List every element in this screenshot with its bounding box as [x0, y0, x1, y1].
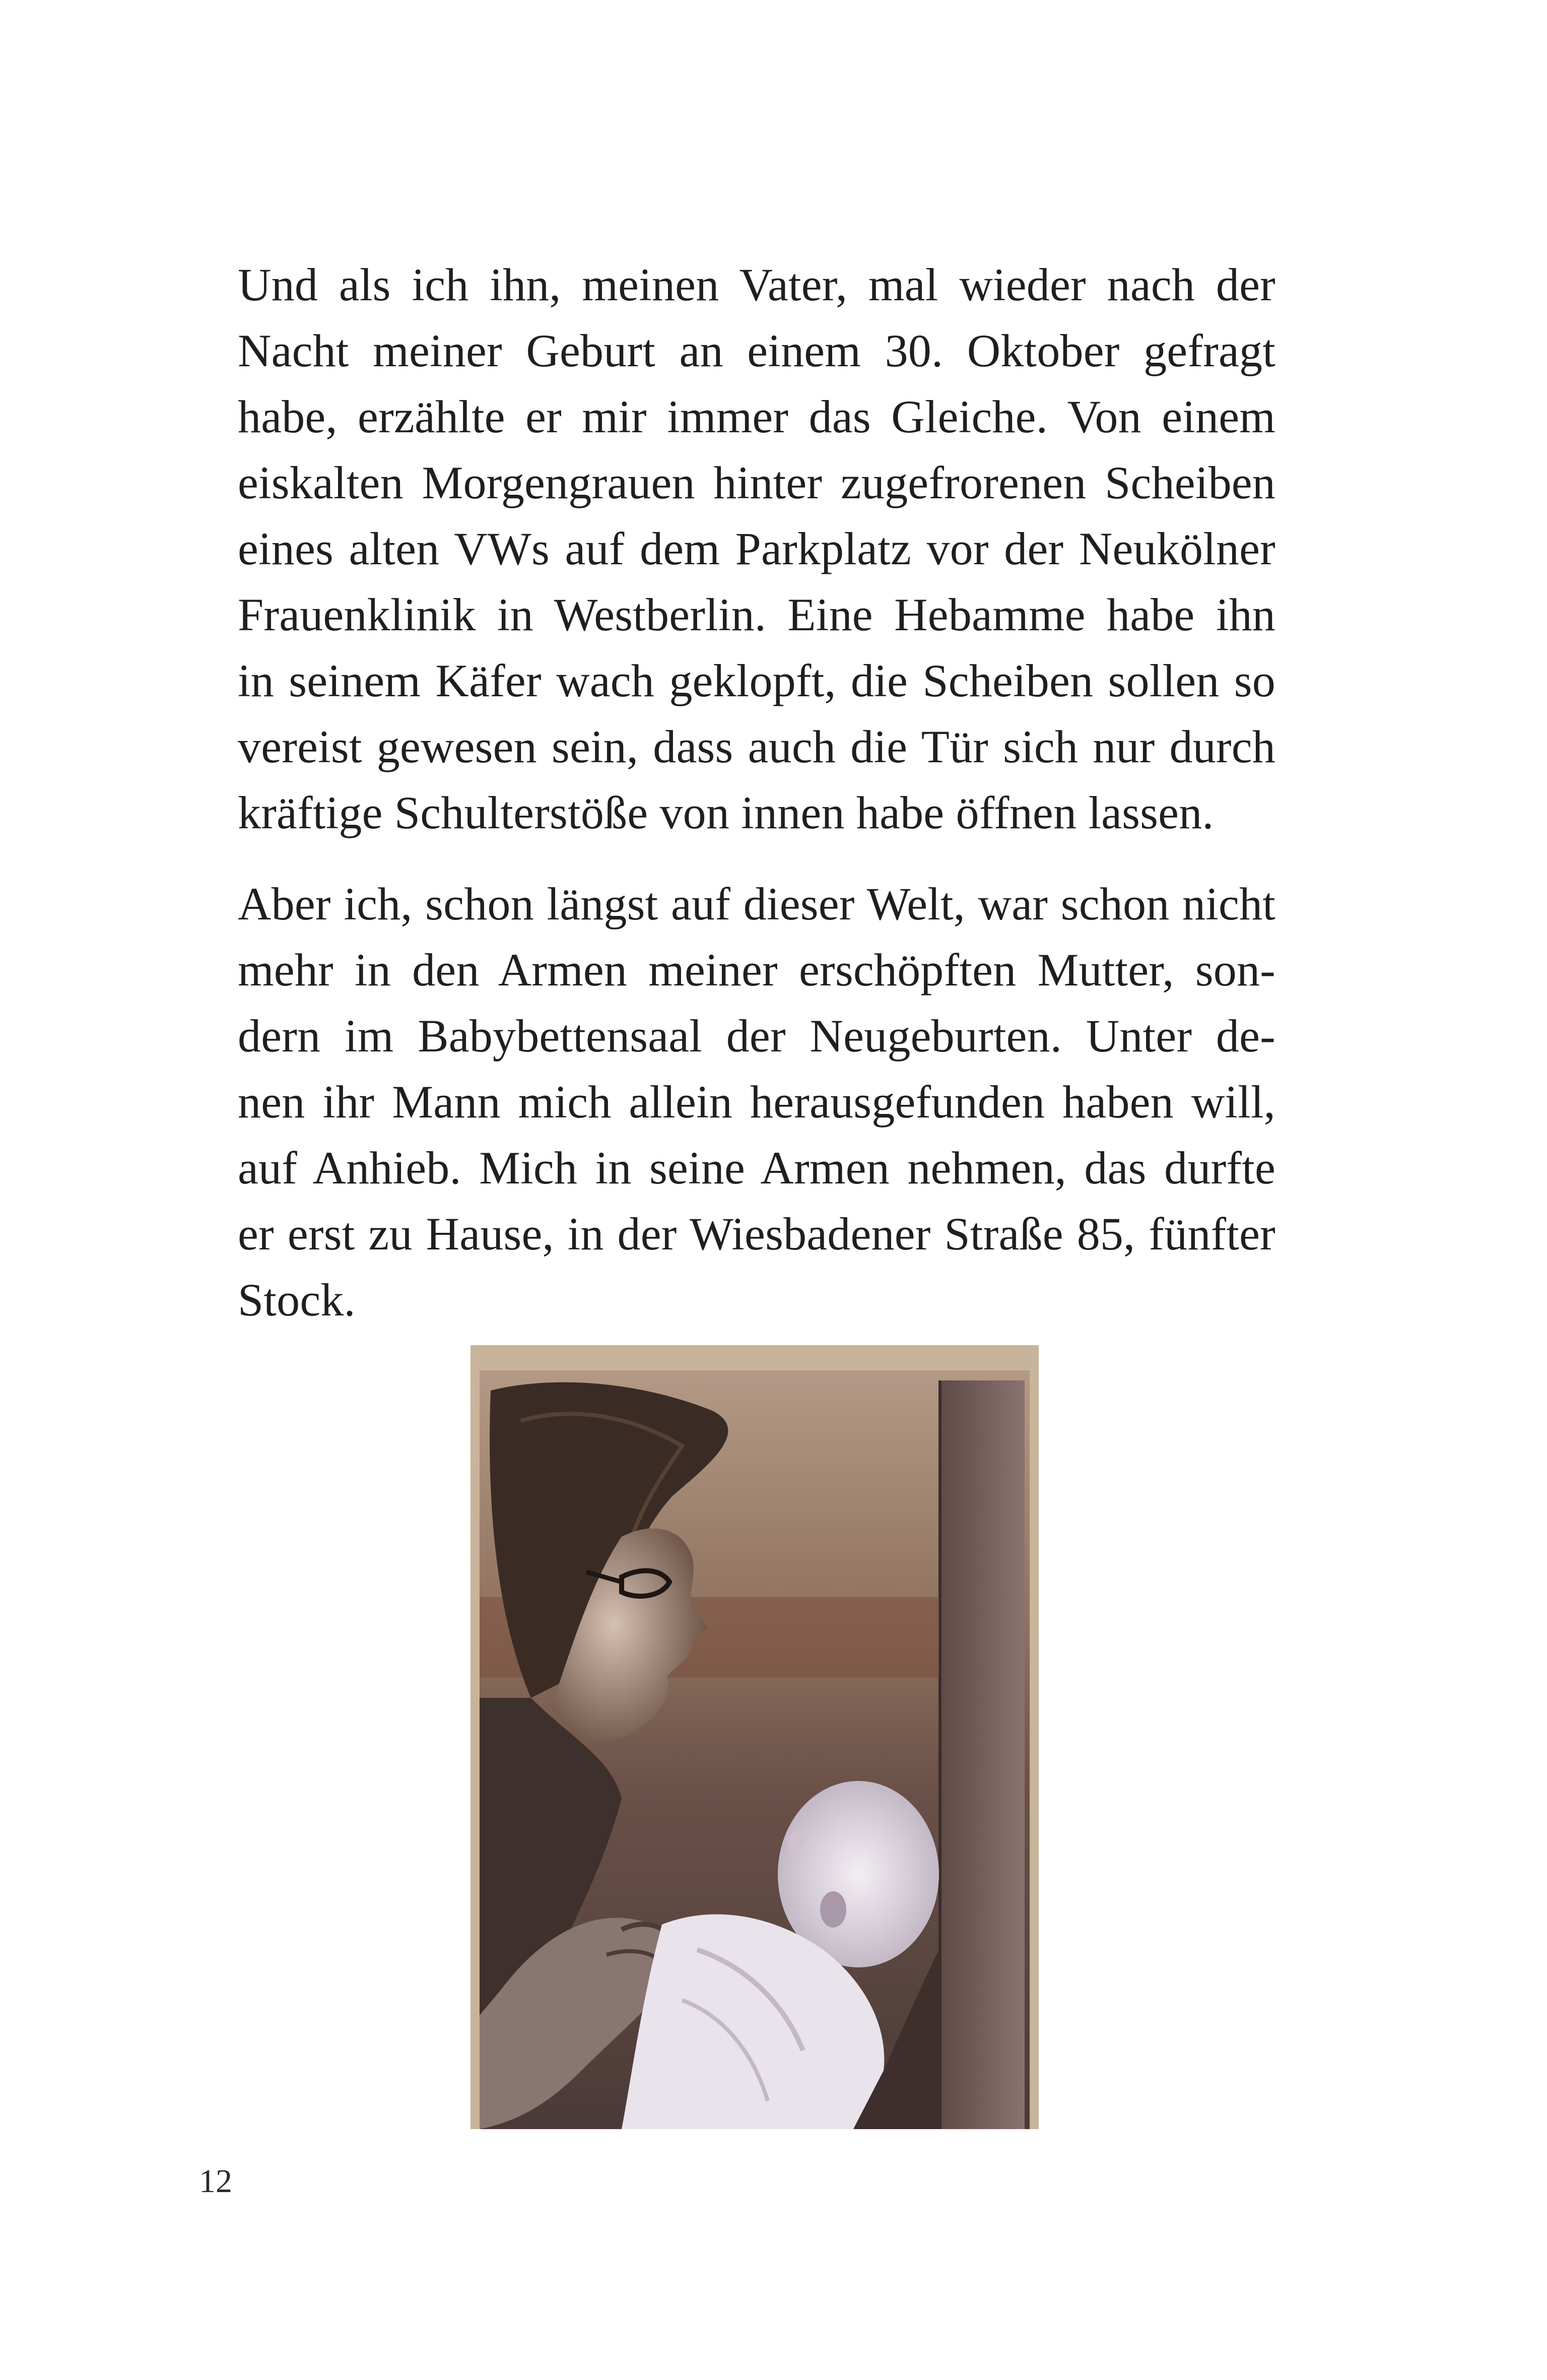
- photo-father-holding-baby: [470, 1345, 1039, 2129]
- body-text: [238, 252, 1275, 1333]
- text-line: mehr in den Armen meiner erschöpften Mutter, son-: [238, 944, 1275, 996]
- paragraph-1: [238, 252, 1275, 846]
- text-line: er erst zu Hause, in der Wiesbadener Straße 85, fünfter: [238, 1208, 1275, 1260]
- text-line: Und als ich ihn, meinen Vater, mal wieder nach der: [238, 259, 1275, 310]
- page-number: 12: [199, 2163, 232, 2200]
- paragraph-gap: [238, 846, 1275, 871]
- text-line: eines alten VWs auf dem Parkplatz vor der Neukölner: [238, 523, 1275, 574]
- text-line: kräftige Schulterstöße von innen habe öffnen lassen.: [238, 787, 1214, 838]
- text-line: Nacht meiner Geburt an einem 30. Oktober gefragt: [238, 325, 1275, 376]
- text-line: Frauenklinik in Westberlin. Eine Hebamme habe ihn: [238, 589, 1275, 640]
- text-line: in seinem Käfer wach geklopft, die Scheiben sollen so: [238, 655, 1275, 706]
- photo-illustration-icon: [470, 1345, 1039, 2129]
- text-line: Aber ich, schon längst auf dieser Welt, war schon nicht: [238, 878, 1275, 930]
- paragraph-2: [238, 871, 1275, 1333]
- text-line: auf Anhieb. Mich in seine Armen nehmen, das durfte: [238, 1142, 1275, 1194]
- text-line: vereist gewesen sein, dass auch die Tür sich nur durch: [238, 721, 1275, 772]
- text-line: Stock.: [238, 1274, 356, 1326]
- text-line: dern im Babybettensaal der Neugeburten. Unter de-: [238, 1010, 1275, 1062]
- text-line: habe, erzählte er mir immer das Gleiche. Von einem: [238, 391, 1275, 442]
- text-line: nen ihr Mann mich allein herausgefunden haben will,: [238, 1076, 1275, 1128]
- text-line: eiskalten Morgengrauen hinter zugefrorenen Scheiben: [238, 457, 1275, 508]
